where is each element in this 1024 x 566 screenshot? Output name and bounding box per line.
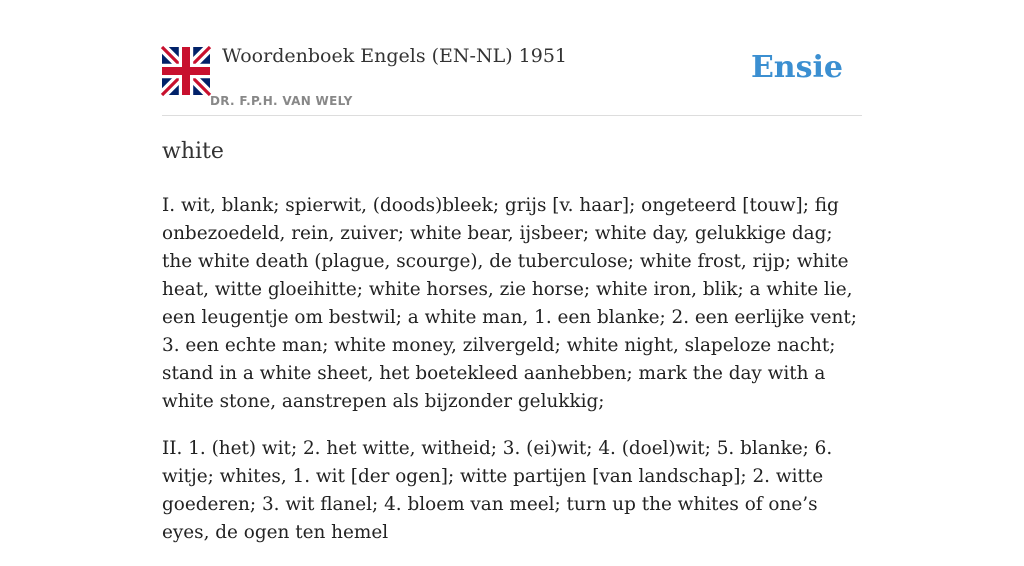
page-container	[162, 0, 862, 543]
entry-definition	[162, 192, 862, 566]
entry-headword: white	[162, 139, 224, 164]
definition-paragraph-2: II. 1. (het) wit; 2. het witte, witheid; 3. (ei)wit; 4. (doel)wit; 5. blanke; 6. witje; whites, 1. wit [der ogen]; witte partijen [van landschap]; 2. witte goederen; 3. wit flanel; 4. bloem van meel; turn up the whites of one’s eyes, de ogen ten hemel	[162, 438, 833, 543]
ensie-logo-link[interactable]: Ensie	[750, 50, 843, 85]
definition-paragraph-1: I. wit, blank; spierwit, (doods)bleek; grijs [v. haar]; ongeteerd [touw]; fig onbezoedeld, rein, zuiver; white bear, ijsbeer; white day, gelukkige dag; the white death (plague, scourge), de tuberculose; white frost, rijp; white heat, witte gloeihitte; white horses, zie horse; white iron, blik; a white lie, een leugentje om bestwil; a white man, 1. een blanke; 2. een eerlijke vent; 3. een echte man; white money, zilvergeld; white night, slapeloze nacht; stand in a white sheet, het boetekleed aanhebben; mark the day with a white stone, aanstrepen als bijzonder gelukkig;	[162, 195, 857, 412]
uk-flag-icon	[162, 47, 210, 95]
dictionary-header	[162, 0, 862, 116]
dictionary-author: DR. F.P.H. VAN WELY	[210, 94, 353, 108]
dictionary-title[interactable]: Woordenboek Engels (EN-NL) 1951	[222, 45, 567, 67]
